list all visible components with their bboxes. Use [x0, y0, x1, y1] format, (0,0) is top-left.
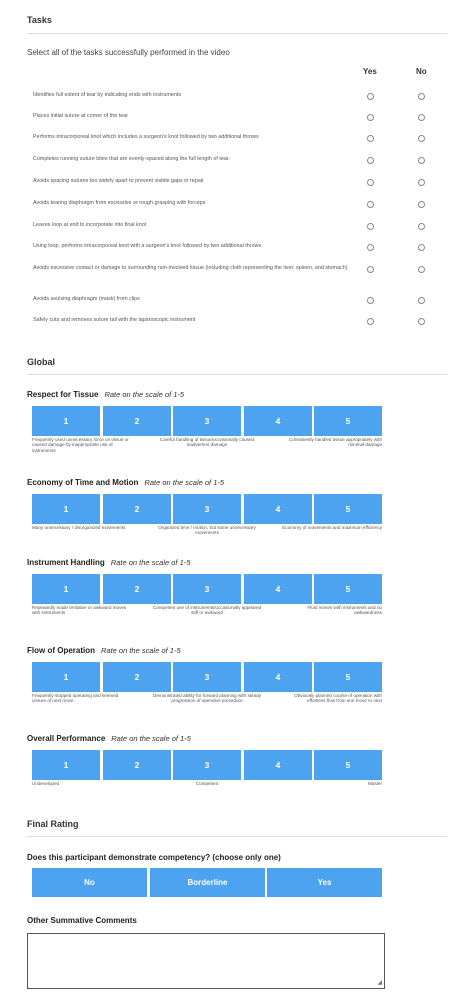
score-4-button[interactable]: 4: [244, 406, 312, 436]
anchor-low: Undeveloped: [32, 781, 60, 786]
score-1-button[interactable]: 1: [32, 662, 100, 692]
rating-scale-hint: Rate on the scale of 1-5: [111, 734, 191, 743]
rating-scale-hint: Rate on the scale of 1-5: [144, 478, 225, 487]
anchor-mid: Organized time / motion, but some unnecessary movements: [158, 525, 256, 536]
task-yes-radio[interactable]: [367, 114, 374, 121]
task-no-radio[interactable]: [418, 114, 425, 121]
comments-label: Other Summative Comments: [27, 916, 137, 925]
task-no-radio[interactable]: [418, 93, 425, 100]
task-yes-radio[interactable]: [367, 318, 374, 325]
competency-no-button[interactable]: No: [32, 868, 147, 897]
task-yes-radio[interactable]: [367, 223, 374, 230]
rating-scale-hint: Rate on the scale of 1-5: [104, 390, 185, 399]
task-no-radio[interactable]: [418, 244, 425, 251]
rating-title-instrument-handling: [27, 558, 190, 567]
tasks-prompt: Select all of the tasks successfully performed in the video: [27, 48, 230, 57]
global-heading: Global: [27, 357, 56, 367]
task-no-radio[interactable]: [418, 179, 425, 186]
divider: [27, 836, 447, 837]
score-4-button[interactable]: 4: [244, 494, 312, 524]
task-no-radio[interactable]: [418, 318, 425, 325]
score-5-button[interactable]: 5: [314, 494, 382, 524]
rating-title-overall-performance: [27, 734, 191, 743]
score-1-button[interactable]: 1: [32, 750, 100, 780]
score-3-button[interactable]: 3: [173, 662, 241, 692]
anchor-high: Obviously planned course of operation with effortless flow from one move to next: [294, 693, 382, 704]
rating-scale-hint: Rate on the scale of 1-5: [110, 558, 191, 567]
score-5-button[interactable]: 5: [314, 406, 382, 436]
score-4-button[interactable]: 4: [244, 574, 312, 604]
resize-handle-icon[interactable]: ◢: [377, 980, 382, 986]
anchor-high: Consistently handled tissue appropriately with minimal damage: [288, 437, 382, 448]
task-yes-radio[interactable]: [367, 93, 374, 100]
task-label: Safely cuts and removes suture tail with the laparoscopic instrument: [33, 317, 196, 323]
task-no-radio[interactable]: [418, 266, 425, 273]
score-2-button[interactable]: 2: [103, 494, 171, 524]
score-1-button[interactable]: 1: [32, 406, 100, 436]
yes-column-header: Yes: [363, 67, 377, 76]
score-3-button[interactable]: 3: [173, 406, 241, 436]
rating-title-economy-of-time-and-motion: [27, 478, 224, 487]
score-4-button[interactable]: 4: [244, 662, 312, 692]
score-3-button[interactable]: 3: [173, 494, 241, 524]
rating-title-text: Overall Performance: [27, 734, 106, 743]
score-3-button[interactable]: 3: [173, 750, 241, 780]
anchor-low: Repeatedly made tentative or awkward moves with instruments: [32, 605, 127, 616]
divider: [27, 33, 447, 34]
rating-title-text: Instrument Handling: [27, 558, 105, 567]
task-label: Avoids tearing diaphragm from excessive or rough grasping with forceps: [33, 200, 206, 206]
task-yes-radio[interactable]: [367, 135, 374, 142]
anchor-high: Fluid moves with instruments and no awkwardness: [307, 605, 382, 616]
task-label: Performs intracorporeal knot which includes a surgeon's knot followed by two additional throws: [33, 134, 259, 140]
anchor-high: Master: [367, 781, 382, 786]
task-label: Leaves loop at end to incorporate into final knot: [33, 222, 147, 228]
task-no-radio[interactable]: [418, 201, 425, 208]
score-2-button[interactable]: 2: [103, 574, 171, 604]
final-rating-heading: Final Rating: [27, 819, 79, 829]
task-yes-radio[interactable]: [367, 297, 374, 304]
task-no-radio[interactable]: [418, 157, 425, 164]
rating-scale-hint: Rate on the scale of 1-5: [101, 646, 181, 655]
task-label: Identifies full extent of tear by indicating ends with instruments: [33, 92, 182, 98]
score-5-button[interactable]: 5: [314, 574, 382, 604]
anchor-mid: Careful handling of tissue/occasionally caused inadvertent damage: [159, 437, 255, 448]
score-2-button[interactable]: 2: [103, 750, 171, 780]
competency-question: Does this participant demonstrate competency? (choose only one): [27, 853, 281, 862]
score-1-button[interactable]: 1: [32, 574, 100, 604]
task-label: Avoids avulsing diaphragm (mask) from clips: [33, 296, 140, 302]
comments-textarea[interactable]: [27, 933, 385, 989]
score-5-button[interactable]: 5: [314, 662, 382, 692]
task-no-radio[interactable]: [418, 135, 425, 142]
task-yes-radio[interactable]: [367, 179, 374, 186]
anchor-high: Economy of movements and maximum efficiency: [282, 525, 382, 530]
score-3-button[interactable]: 3: [173, 574, 241, 604]
rating-title-flow-of-operation: [27, 646, 181, 655]
task-label: Completes running suture bites that are evenly-spaced along the full length of tear.: [33, 156, 230, 162]
task-label: Avoids spacing sutures too widely apart to prevent visible gaps in repair: [33, 178, 204, 184]
task-label: Avoids excessive contact or damage to surrounding non-involved tissue (including cloth representing the liver, spleen, and stomach): [33, 265, 348, 271]
rating-title-text: Respect for Tissue: [27, 390, 99, 399]
rating-title-text: Economy of Time and Motion: [27, 478, 139, 487]
task-yes-radio[interactable]: [367, 266, 374, 273]
divider: [27, 374, 447, 375]
competency-borderline-button[interactable]: Borderline: [150, 868, 265, 897]
task-label: Places initial suture at corner of the tear: [33, 113, 128, 119]
task-no-radio[interactable]: [418, 297, 425, 304]
task-yes-radio[interactable]: [367, 201, 374, 208]
score-2-button[interactable]: 2: [103, 406, 171, 436]
anchor-mid: Competent: [195, 781, 219, 786]
anchor-mid: Competent use of instruments/occasionally appeared stiff or awkward: [152, 605, 262, 616]
anchor-low: Many unnecessary / disorganized movements: [32, 525, 126, 530]
rating-title-respect-for-tissue: [27, 390, 184, 399]
task-label: Using loop, performs intracorporeal knot with a surgeon's knot followed by two additional throws: [33, 243, 262, 249]
score-2-button[interactable]: 2: [103, 662, 171, 692]
task-no-radio[interactable]: [418, 223, 425, 230]
task-yes-radio[interactable]: [367, 157, 374, 164]
competency-yes-button[interactable]: Yes: [267, 868, 382, 897]
score-1-button[interactable]: 1: [32, 494, 100, 524]
anchor-mid: Demonstrated ability for forward planning with steady progression of operative procedure: [152, 693, 261, 704]
anchor-low: Frequently used unnecessary force on tissue or caused damage by inappropriate use of instruments: [32, 437, 129, 453]
no-column-header: No: [416, 67, 427, 76]
anchor-low: Frequently stopped operating and seemed unsure of next move: [32, 693, 119, 704]
task-yes-radio[interactable]: [367, 244, 374, 251]
score-4-button[interactable]: 4: [244, 750, 312, 780]
score-5-button[interactable]: 5: [314, 750, 382, 780]
tasks-heading: Tasks: [27, 15, 52, 25]
rating-title-text: Flow of Operation: [27, 646, 95, 655]
